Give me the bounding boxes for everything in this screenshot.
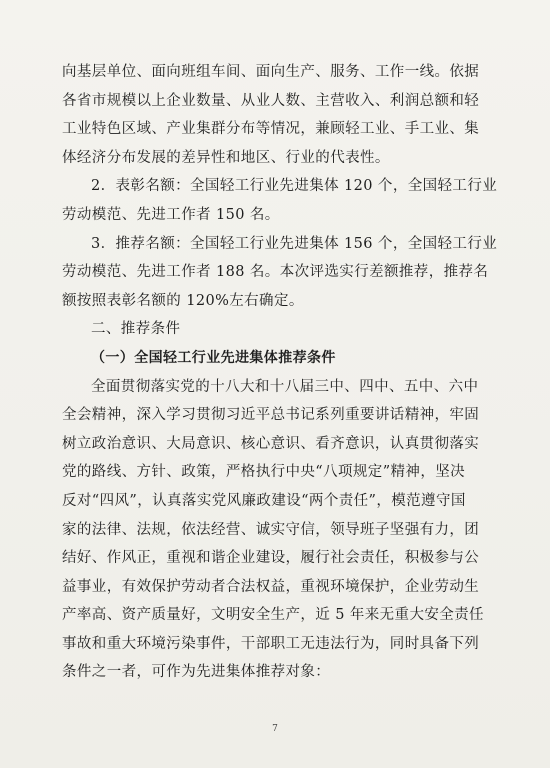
paragraph bbox=[62, 58, 488, 172]
text-line: 产率高、资产质量好，文明安全生产，近 5 年来无重大安全责任 bbox=[62, 607, 484, 624]
text-line: 额按照表彰名额的 120%左右确定。 bbox=[62, 292, 304, 309]
paragraph bbox=[62, 373, 488, 688]
subsection-heading: （一）全国轻工行业先进集体推荐条件 bbox=[91, 349, 336, 366]
text-line: 反对“四风”，认真落实党风廉政建设“两个责任”，模范遵守国 bbox=[62, 492, 466, 509]
text-line: 向基层单位、面向班组车间、面向生产、服务、工作一线。依据 bbox=[62, 64, 480, 80]
document-body bbox=[62, 58, 498, 687]
text-line: 劳动模范、先进工作者 188 名。本次评选实行差额推荐，推荐名 bbox=[62, 264, 489, 281]
text-line: 党的路线、方针、政策，严格执行中央“八项规定”精神，坚决 bbox=[62, 464, 466, 481]
section-heading: 二、推荐条件 bbox=[91, 321, 181, 338]
text-line: 全会精神，深入学习贯彻习近平总书记系列重要讲话精神，牢固 bbox=[62, 407, 480, 424]
text-line: 全面贯彻落实党的十八大和十八届三中、四中、五中、六中 bbox=[91, 378, 479, 395]
text-line: 工业特色区域、产业集群分布等情况，兼顾轻工业、手工业、集 bbox=[62, 121, 480, 138]
text-line: 家的法律、法规，依法经营、诚实守信，领导班子坚强有力，团 bbox=[62, 521, 480, 538]
text-line: 树立政治意识、大局意识、核心意识、看齐意识，认真贯彻落实 bbox=[62, 435, 480, 452]
text-line: 2．表彰名额：全国轻工行业先进集体 120 个，全国轻工行业 bbox=[91, 178, 498, 195]
text-line: 3．推荐名额：全国轻工行业先进集体 156 个，全国轻工行业 bbox=[91, 235, 498, 252]
paragraph bbox=[62, 230, 498, 316]
text-line: 结好、作风正，重视和谐企业建设，履行社会责任，积极参与公 bbox=[62, 550, 480, 567]
text-line: 益事业，有效保护劳动者合法权益，重视环境保护，企业劳动生 bbox=[62, 578, 480, 595]
paragraph bbox=[62, 172, 498, 229]
text-line: 事故和重大环境污染事件，干部职工无违法行为，同时具备下列 bbox=[62, 635, 480, 652]
text-line: 体经济分布发展的差异性和地区、行业的代表性。 bbox=[62, 149, 390, 166]
text-line: 劳动模范、先进工作者 150 名。 bbox=[62, 206, 280, 223]
page-number: 7 bbox=[272, 724, 278, 734]
text-line: 条件之一者，可作为先进集体推荐对象： bbox=[62, 664, 331, 681]
text-line: 各省市规模以上企业数量、从业人数、主营收入、利润总额和轻 bbox=[62, 92, 480, 109]
